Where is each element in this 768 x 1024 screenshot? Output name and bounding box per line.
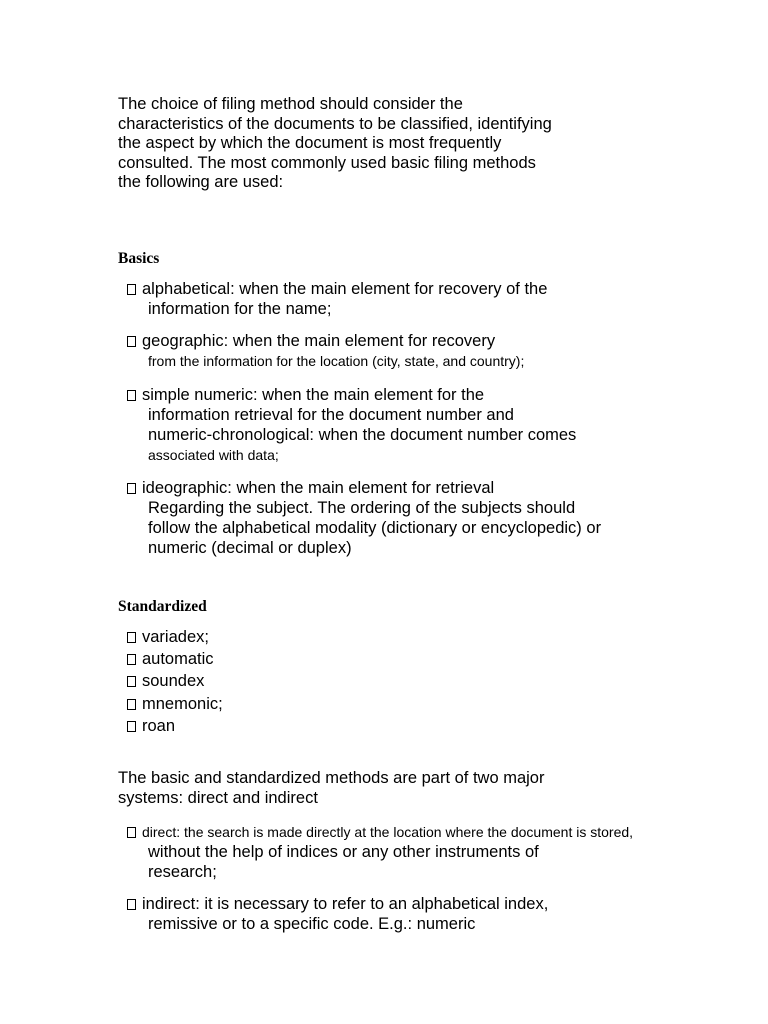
list-item-text: information retrieval for the document number and — [148, 406, 514, 424]
list-item — [127, 279, 547, 319]
list-item — [127, 331, 524, 371]
list-item-text: mnemonic; — [142, 694, 223, 713]
list-item — [127, 385, 576, 465]
checkbox-icon — [127, 676, 136, 687]
intro-line: characteristics of the documents to be classified, identifying — [118, 114, 552, 133]
checkbox-icon — [127, 483, 136, 494]
intro-line: consulted. The most commonly used basic filing methods — [118, 153, 536, 172]
checkbox-icon — [127, 721, 136, 732]
standardized-list — [127, 626, 223, 737]
list-item-text: simple numeric: when the main element for the — [142, 386, 485, 404]
list-item-text: roan — [142, 716, 176, 735]
intro-paragraph — [118, 95, 552, 193]
list-item-text: without the help of indices or any other instruments of — [148, 843, 539, 861]
list-item-text: Regarding the subject. The ordering of the subjects should — [148, 499, 576, 517]
list-item-text: ideographic: when the main element for retrieval — [142, 479, 495, 497]
list-item — [127, 894, 548, 934]
list-item-text: remissive or to a specific code. E.g.: numeric — [148, 915, 476, 933]
checkbox-icon — [127, 284, 136, 295]
intro-line: the aspect by which the document is most frequently — [118, 134, 502, 153]
list-item-text: from the information for the location (city, state, and country); — [148, 353, 525, 369]
list-item-text: research; — [148, 863, 217, 881]
list-item — [127, 478, 601, 558]
list-item-text: associated with data; — [148, 447, 279, 463]
checkbox-icon — [127, 699, 136, 710]
systems-paragraph — [118, 769, 544, 808]
list-item-text: information for the name; — [148, 300, 332, 318]
list-item-text: soundex — [142, 672, 205, 691]
intro-line: the following are used: — [118, 173, 284, 192]
list-item — [127, 626, 223, 648]
list-item-text: numeric-chronological: when the document number comes — [148, 426, 577, 444]
list-item — [127, 822, 633, 882]
list-item-text: indirect: it is necessary to refer to an alphabetical index, — [142, 895, 549, 913]
list-item — [127, 648, 223, 670]
checkbox-icon — [127, 899, 136, 910]
systems-line: The basic and standardized methods are part of two major — [118, 769, 545, 787]
list-item-text: variadex; — [142, 628, 209, 646]
checkbox-icon — [127, 632, 136, 643]
checkbox-icon — [127, 336, 136, 347]
checkbox-icon — [127, 390, 136, 401]
list-item-text: alphabetical: when the main element for recovery of the — [142, 280, 548, 298]
standardized-heading: Standardized — [118, 598, 207, 615]
basics-heading: Basics — [118, 250, 160, 267]
checkbox-icon — [127, 827, 136, 838]
list-item-text: automatic — [142, 650, 214, 669]
list-item — [127, 693, 223, 715]
list-item-text: geographic: when the main element for recovery — [142, 332, 496, 350]
list-item-text: direct: the search is made directly at the location where the document is stored, — [142, 824, 634, 840]
intro-line: The choice of filing method should consider the — [118, 95, 463, 113]
list-item — [127, 715, 223, 737]
checkbox-icon — [127, 654, 136, 665]
list-item-text: follow the alphabetical modality (dictionary or encyclopedic) or — [148, 519, 602, 537]
systems-line: systems: direct and indirect — [118, 788, 318, 807]
list-item-text: numeric (decimal or duplex) — [148, 539, 352, 557]
list-item — [127, 670, 223, 692]
